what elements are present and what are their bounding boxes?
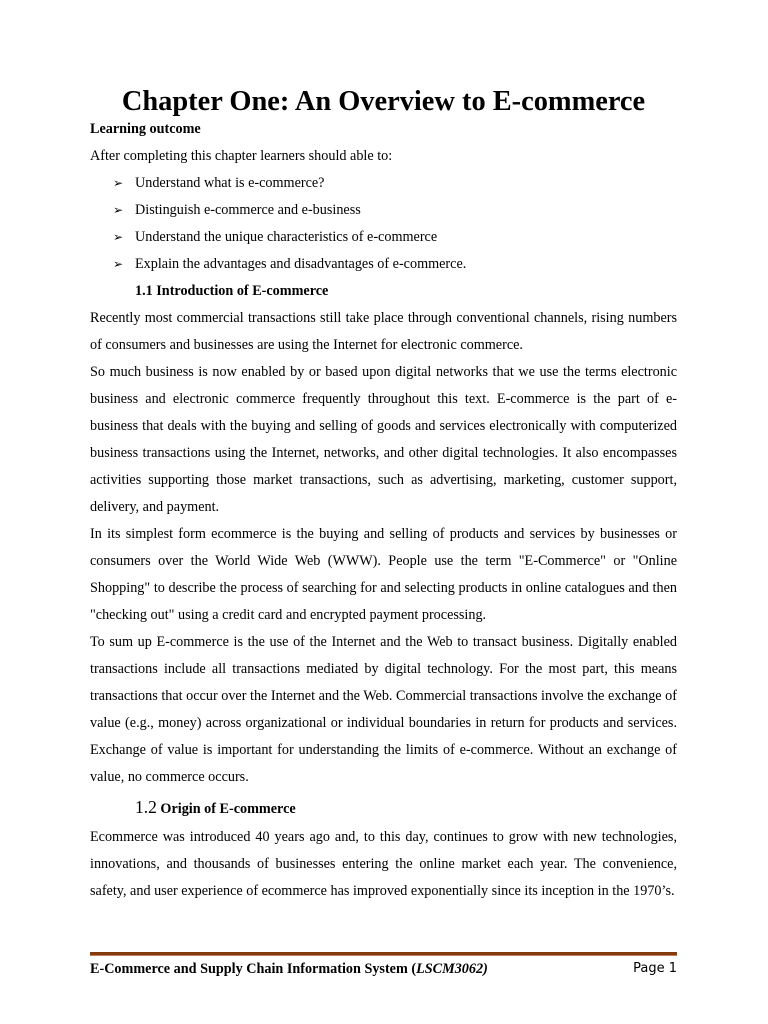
list-item <box>113 170 677 197</box>
list-item-text: Understand what is e-commerce? <box>135 175 325 191</box>
list-item <box>113 224 677 251</box>
section-1-1-paragraph-1: Recently most commercial transactions still take place through conventional channels, rising numbers of consumers and businesses are using the Internet for electronic commerce. <box>90 310 677 353</box>
section-1-1-paragraph-2: So much business is now enabled by or based upon digital networks that we use the terms electronic business and electronic commerce frequently throughout this text. E-commerce is the part of e-business that deals with the buying and selling of goods and services electronically with computerized business transactions using the Internet, networks, and other digital technologies. It also encompasses activities supporting those market transactions, such as advertising, marketing, customer support, delivery, and payment. <box>90 364 677 515</box>
list-item <box>113 251 677 278</box>
learning-outcome-list <box>90 170 677 278</box>
arrow-bullet-icon: ➢ <box>113 257 124 271</box>
footer-page-number: Page 1 <box>633 961 677 976</box>
section-1-1-paragraph-3: In its simplest form ecommerce is the buying and selling of products and services by businesses or consumers over the World Wide Web (WWW). People use the term "E-Commerce" or "Online Shopping" to describe the process of searching for and selecting products in online catalogues and then "checking out" using a credit card and encrypted payment processing. <box>90 526 677 623</box>
footer-course-name: E-Commerce and Supply Chain Information System ( <box>90 961 417 977</box>
page-footer <box>90 958 677 980</box>
chapter-title: Chapter One: An Overview to E-commerce <box>121 86 646 117</box>
learning-outcome-intro: After completing this chapter learners should able to: <box>90 148 393 164</box>
section-1-1-heading: 1.1 Introduction of E-commerce <box>135 283 329 299</box>
section-1-2-paragraph-1: Ecommerce was introduced 40 years ago and, to this day, continues to grow with new technologies, innovations, and thousands of businesses entering the online market each year. The convenience, safety, and user experience of ecommerce has improved exponentially since its inception in the 1970’s. <box>90 829 677 899</box>
footer-course-title <box>90 958 488 980</box>
list-item-text: Understand the unique characteristics of e-commerce <box>135 229 438 245</box>
footer-rule <box>90 952 677 956</box>
section-1-1-paragraph-4: To sum up E-commerce is the use of the Internet and the Web to transact business. Digitally enabled transactions include all transactions mediated by digital technology. For the most part, this means transactions that occur over the Internet and the Web. Commercial transactions involve the exchange of value (e.g., money) across organizational or individual boundaries in return for products and services. Exchange of value is important for understanding the limits of e-commerce. Without an exchange of value, no commerce occurs. <box>90 634 677 785</box>
section-1-2-heading <box>90 793 677 824</box>
list-item-text: Explain the advantages and disadvantages of e-commerce. <box>135 256 467 272</box>
section-1-2-title: Origin of E-commerce <box>160 801 296 817</box>
learning-outcome-heading: Learning outcome <box>90 121 201 137</box>
arrow-bullet-icon: ➢ <box>113 230 124 244</box>
list-item <box>113 197 677 224</box>
arrow-bullet-icon: ➢ <box>113 203 124 217</box>
list-item-text: Distinguish e-commerce and e-business <box>135 202 361 218</box>
document-page <box>90 88 677 905</box>
arrow-bullet-icon: ➢ <box>113 176 124 190</box>
section-1-2-number: 1.2 <box>135 797 157 817</box>
footer-course-code: LSCM3062) <box>416 961 488 977</box>
